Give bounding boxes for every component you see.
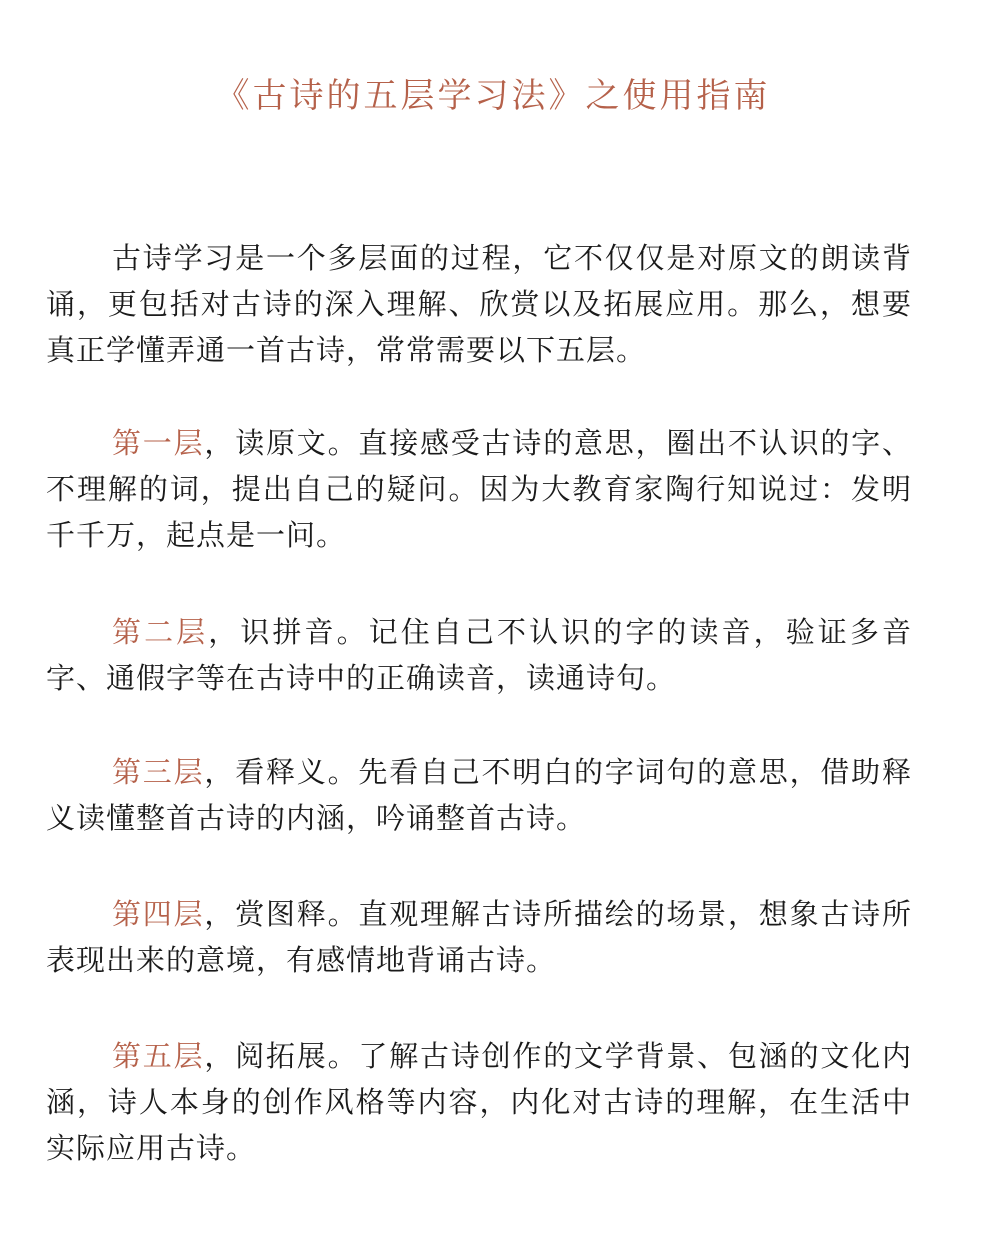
layer-3-name: 第三层	[112, 755, 205, 789]
intro-paragraph: 古诗学习是一个多层面的过程，它不仅仅是对原文的朗读背诵，更包括对古诗的深入理解、欣赏以及拓展应用。那么，想要真正学懂弄通一首古诗，常常需要以下五层。	[46, 241, 912, 367]
layer-3-paragraph	[46, 749, 912, 841]
layer-1-paragraph	[46, 420, 912, 558]
layer-5-text: ，阅拓展。了解古诗创作的文学背景、包涵的文化内涵，诗人本身的创作风格等内容，内化对古诗的理解，在生活中实际应用古诗。	[46, 1039, 912, 1165]
layer-5-paragraph	[46, 1033, 912, 1171]
layer-4-text: ，赏图释。直观理解古诗所描绘的场景，想象古诗所表现出来的意境，有感情地背诵古诗。	[46, 897, 912, 977]
layer-1-name: 第一层	[112, 426, 205, 460]
layer-5-name: 第五层	[112, 1039, 205, 1073]
layer-2-name: 第二层	[112, 615, 209, 649]
layer-1-text: ，读原文。直接感受古诗的意思，圈出不认识的字、不理解的词，提出自己的疑问。因为大教育家陶行知说过：发明千千万，起点是一问。	[46, 426, 912, 552]
layer-4-name: 第四层	[112, 897, 205, 931]
layer-4-paragraph	[46, 891, 912, 983]
page-title: 《古诗的五层学习法》之使用指南	[215, 76, 771, 116]
layer-2-text: ，识拼音。记住自己不认识的字的读音，验证多音字、通假字等在古诗中的正确读音，读通诗句。	[46, 615, 912, 695]
layer-2-paragraph	[46, 609, 912, 701]
layer-3-text: ，看释义。先看自己不明白的字词句的意思，借助释义读懂整首古诗的内涵，吟诵整首古诗。	[46, 755, 912, 835]
